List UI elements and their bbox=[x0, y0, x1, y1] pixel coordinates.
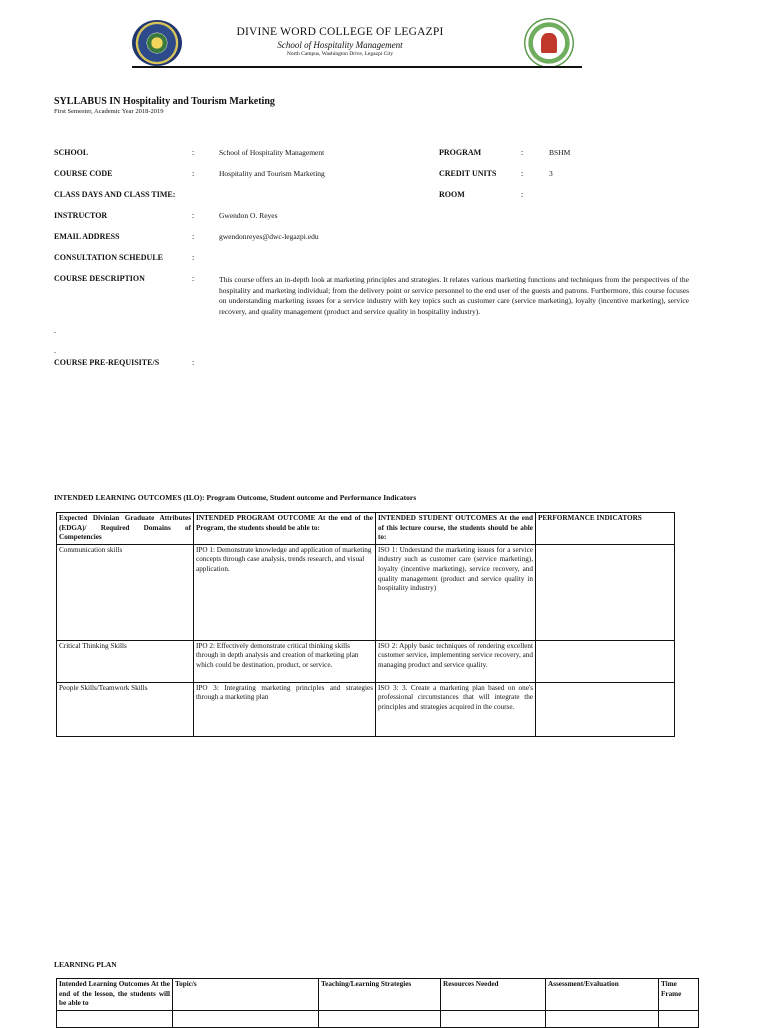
ilo-header-edga: Expected Divinian Graduate Attributes (EDGA)/ Required Domains of Competencies bbox=[57, 513, 194, 545]
colon: : bbox=[192, 274, 195, 283]
colon: : bbox=[192, 169, 195, 178]
course-description: This course offers an in-depth look at marketing principles and strategies. It relates various marketing functions and techniques from the perspectives of the hospitality and marketing individual; from the delivery point or service personnel to the end user of the guests and patrons. Furthermore, this course focuses on understanding marketing issues for a service industry with key topics such as customer care (service marketing), loyalty (incentive marketing), service recovery, and quality management (product and service quality in hospitality industry). bbox=[219, 275, 689, 316]
class-days-label: CLASS DAYS AND CLASS TIME: bbox=[54, 190, 176, 199]
colon: : bbox=[521, 169, 524, 178]
course-code-value: Hospitality and Tourism Marketing bbox=[219, 169, 325, 178]
ilo-header-iso: INTENDED STUDENT OUTCOMES At the end of this lecture course, the students should be able to: bbox=[376, 513, 536, 545]
lp-header-ilo: Intended Learning Outcomes At the end of the lesson, the students will be able to bbox=[57, 979, 173, 1011]
school-value: School of Hospitality Management bbox=[219, 148, 325, 157]
program-value: BSHM bbox=[549, 148, 571, 157]
school-hospitality-logo bbox=[524, 18, 574, 68]
lp-cell bbox=[173, 1010, 319, 1027]
table-row bbox=[57, 1010, 699, 1027]
consultation-label: CONSULTATION SCHEDULE bbox=[54, 253, 163, 262]
prerequisite-label: COURSE PRE-REQUISITE/S bbox=[54, 358, 160, 367]
lp-cell bbox=[659, 1010, 699, 1027]
ilo-header-ipo: INTENDED PROGRAM OUTCOME At the end of the Program, the students should be able to: bbox=[194, 513, 376, 545]
lp-cell bbox=[441, 1010, 546, 1027]
ilo-edga-cell: People Skills/Teamwork Skills bbox=[57, 682, 194, 736]
colon: : bbox=[192, 148, 195, 157]
learning-plan-header-row bbox=[57, 979, 699, 1011]
ilo-ipo-cell: IPO 1: Demonstrate knowledge and application of marketing concepts through case analysis, trends research, and visual application. bbox=[194, 544, 376, 640]
ilo-pi-cell bbox=[536, 640, 675, 682]
table-row bbox=[57, 544, 675, 640]
stray-dot: . bbox=[54, 326, 56, 335]
ilo-header-row bbox=[57, 513, 675, 545]
lp-header-resources: Resources Needed bbox=[441, 979, 546, 1011]
table-row bbox=[57, 640, 675, 682]
colon: : bbox=[192, 232, 195, 241]
college-name: DIVINE WORD COLLEGE OF LEGAZPI bbox=[236, 26, 444, 38]
syllabus-title: SYLLABUS IN Hospitality and Tourism Marketing bbox=[54, 96, 275, 107]
room-label: ROOM bbox=[439, 190, 465, 199]
lp-header-time: Time Frame bbox=[659, 979, 699, 1011]
ilo-iso-cell: ISO 3: 3. Create a marketing plan based on one's professional circumstances that will integrate the principles and strategies acquired in the course. bbox=[376, 682, 536, 736]
college-seal-logo bbox=[132, 20, 182, 66]
colon: : bbox=[192, 358, 195, 367]
lp-header-assessment: Assessment/Evaluation bbox=[546, 979, 659, 1011]
ilo-ipo-cell: IPO 3: Integrating marketing principles and strategies through a marketing plan bbox=[194, 682, 376, 736]
colon: : bbox=[192, 253, 195, 262]
ilo-iso-cell: ISO 2: Apply basic techniques of rendering excellent customer service, implementing service recovery, and managing product and service quality. bbox=[376, 640, 536, 682]
learning-plan-table bbox=[56, 978, 699, 1028]
course-code-label: COURSE CODE bbox=[54, 169, 113, 178]
ilo-table bbox=[56, 512, 675, 737]
credit-units-label: CREDIT UNITS bbox=[439, 169, 497, 178]
description-label: COURSE DESCRIPTION bbox=[54, 274, 145, 283]
ilo-ipo-cell: IPO 2: Effectively demonstrate critical thinking skills through in depth analysis and creation of marketing plan which could be destination, product, or service. bbox=[194, 640, 376, 682]
syllabus-subtitle: First Semester, Academic Year 2018-2019 bbox=[54, 108, 164, 115]
instructor-value: Gwendon O. Reyes bbox=[219, 211, 278, 220]
colon: : bbox=[192, 211, 195, 220]
lp-header-strategies: Teaching/Learning Strategies bbox=[319, 979, 441, 1011]
program-label: PROGRAM bbox=[439, 148, 482, 157]
lp-cell bbox=[546, 1010, 659, 1027]
college-address: North Campus, Washington Drive, Legazpi City bbox=[286, 51, 394, 57]
colon: : bbox=[521, 148, 524, 157]
school-label: SCHOOL bbox=[54, 148, 89, 157]
email-value[interactable]: gwendonreyes@dwc-legazpi.edu bbox=[219, 232, 319, 241]
instructor-label: INSTRUCTOR bbox=[54, 211, 108, 220]
ilo-iso-cell: ISO 1: Understand the marketing issues for a service industry such as customer care (service marketing), loyalty (incentive marketing), service recovery, and quality management (product and service quality in hospitality industry) bbox=[376, 544, 536, 640]
credit-units-value: 3 bbox=[549, 169, 553, 178]
stray-dot: . bbox=[54, 346, 56, 355]
ilo-pi-cell bbox=[536, 682, 675, 736]
school-name-header: School of Hospitality Management bbox=[277, 40, 403, 50]
lp-cell bbox=[319, 1010, 441, 1027]
learning-plan-title: LEARNING PLAN bbox=[54, 960, 117, 969]
ilo-edga-cell: Critical Thinking Skills bbox=[57, 640, 194, 682]
ilo-header-pi: PERFORMANCE INDICATORS bbox=[536, 513, 675, 545]
colon: : bbox=[521, 190, 524, 199]
ilo-title: INTENDED LEARNING OUTCOMES (ILO): Program Outcome, Student outcome and Performance Indicators bbox=[54, 493, 417, 502]
table-row bbox=[57, 682, 675, 736]
lp-header-topics: Topic/s bbox=[173, 979, 319, 1011]
header-divider bbox=[132, 66, 582, 68]
ilo-pi-cell bbox=[536, 544, 675, 640]
email-label: EMAIL ADDRESS bbox=[54, 232, 120, 241]
lp-cell bbox=[57, 1010, 173, 1027]
ilo-edga-cell: Communication skills bbox=[57, 544, 194, 640]
